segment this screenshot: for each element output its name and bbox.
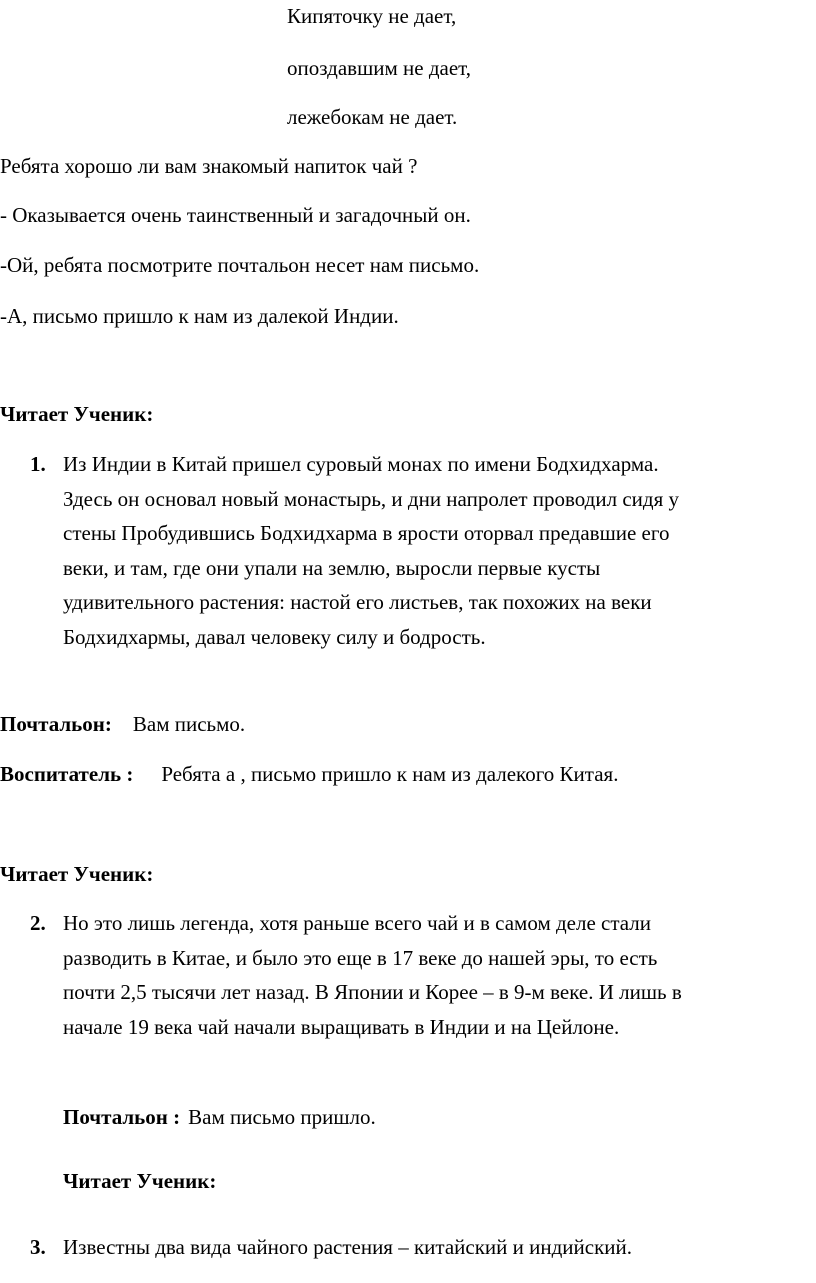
dialog-3-speaker: Почтальон : (63, 1105, 181, 1129)
dialog-3-text: Вам письмо пришло. (188, 1105, 376, 1129)
list-item-1-line: Здесь он основал новый монастырь, и дни напролет проводил сидя у (63, 486, 679, 511)
verse-line-2: опоздавшим не дает, (287, 56, 472, 80)
verse-line-1: Кипяточку не дает, (287, 4, 457, 28)
intro-line-4: -А, письмо пришло к нам из далекой Индии. (0, 304, 399, 328)
reads-label-1: Читает Ученик: (0, 402, 154, 426)
list-item-1-line: веки, и там, где они упали на землю, выросли первые кусты (63, 555, 601, 580)
list-number-3: 3. (30, 1235, 46, 1259)
dialog-2 (0, 762, 618, 786)
dialog-1-text: Вам письмо. (132, 712, 246, 736)
list-number-2: 2. (30, 911, 46, 935)
dialog-1 (0, 712, 245, 736)
dialog-1-speaker: Почтальон: (0, 712, 112, 736)
list-item-1 (63, 447, 803, 654)
list-item-2-line: разводить в Китае, и было это еще в 17 веке до нашей эры, то есть (63, 945, 658, 970)
list-item-2-line: почти 2,5 тысячи лет назад. В Японии и Корее – в 9-м веке. И лишь в (63, 980, 682, 1004)
intro-line-3: -Ой, ребята посмотрите почтальон несет нам письмо. (0, 253, 480, 277)
list-item-1-line: удивительного растения: настой его листьев, так похожих на веки (63, 590, 652, 614)
verse-line-3: лежебокам не дает. (287, 105, 458, 129)
reads-label-3: Читает Ученик: (63, 1169, 217, 1193)
dialog-2-speaker: Воспитатель : (0, 762, 134, 786)
list-number-1: 1. (30, 452, 46, 476)
list-item-1-line: Из Индии в Китай пришел суровый монах по имени Бодхидхарма. (63, 452, 659, 476)
list-item-2-line: начале 19 века чай начали выращивать в Индии и на Цейлоне. (63, 1014, 620, 1039)
intro-line-2: - Оказывается очень таинственный и загадочный он. (0, 203, 471, 227)
list-item-2-line: Но это лишь легенда, хотя раньше всего чай и в самом деле стали (63, 911, 652, 935)
dialog-2-text: Ребята а , письмо пришло к нам из далекого Китая. (161, 762, 619, 786)
reads-label-2: Читает Ученик: (0, 862, 154, 886)
list-item-1-line: стены Пробудившись Бодхидхарма в ярости оторвал предавшие его (63, 521, 670, 545)
list-item-3: Известны два вида чайного растения – китайский и индийский. (63, 1235, 633, 1259)
dialog-3 (63, 1105, 376, 1129)
list-item-2 (63, 906, 803, 1044)
list-item-1-line: Бодхидхармы, давал человеку силу и бодрость. (63, 624, 486, 649)
intro-line-1: Ребята хорошо ли вам знакомый напиток чай ? (0, 154, 418, 178)
